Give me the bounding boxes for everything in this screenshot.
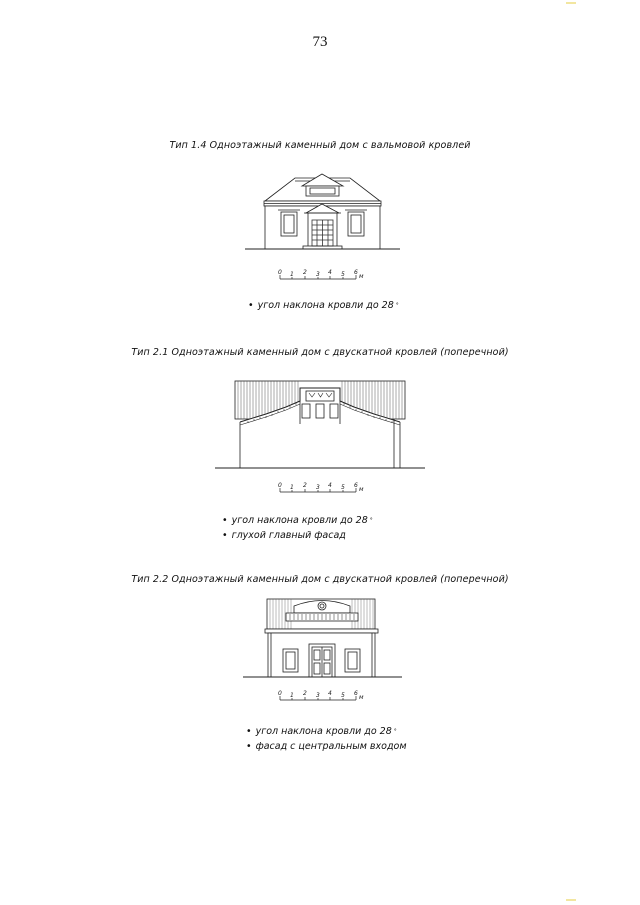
note-item: • фасад с центральным входом <box>246 741 407 752</box>
note-item: • угол наклона кровли до 28 ° <box>246 726 397 737</box>
section-1-caption: Тип 1.4 Одноэтажный каменный дом с вальмовой кровлей <box>169 140 471 151</box>
scale-tick: 2 <box>303 690 307 697</box>
scale-bar-1 <box>276 268 366 282</box>
scale-tick: 6 <box>354 690 358 697</box>
scale-bar-2 <box>276 481 366 495</box>
corner-mark-bottom <box>566 899 576 901</box>
scale-tick: 6 <box>354 482 358 489</box>
section-1-notes <box>248 298 399 313</box>
house-type-1-4-facade <box>240 168 405 255</box>
scale-tick: 2 <box>303 269 307 276</box>
note-item: • глухой главный фасад <box>222 530 346 541</box>
house-type-2-1-facade <box>212 378 428 472</box>
scale-tick: 3 <box>316 271 320 278</box>
note-text: угол наклона кровли до 28 <box>231 515 368 526</box>
note-text: угол наклона кровли до 28 <box>255 726 392 737</box>
degree-sup: ° <box>395 302 399 309</box>
scale-unit: м <box>359 694 364 701</box>
section-3-caption: Тип 2.2 Одноэтажный каменный дом с двускатной кровлей (поперечной) <box>131 574 509 585</box>
scale-tick: 5 <box>341 271 345 278</box>
corner-mark-top <box>566 2 576 4</box>
scale-tick: 4 <box>328 269 332 276</box>
house-type-2-2-facade <box>240 596 405 682</box>
scale-tick: 6 <box>354 269 358 276</box>
scale-tick: 1 <box>290 692 294 699</box>
scale-tick: 0 <box>278 269 282 276</box>
scale-bar-3 <box>276 689 366 703</box>
scale-tick: 0 <box>278 690 282 697</box>
scale-tick: 4 <box>328 690 332 697</box>
scale-tick: 2 <box>303 482 307 489</box>
note-item: • угол наклона кровли до 28 ° <box>248 300 399 311</box>
scale-tick: 1 <box>290 271 294 278</box>
scale-tick: 1 <box>290 484 294 491</box>
door-grid <box>312 220 333 246</box>
degree-sup: ° <box>393 728 397 735</box>
note-text: глухой главный фасад <box>231 530 346 541</box>
page-number: 73 <box>312 34 328 50</box>
scale-tick: 5 <box>341 484 345 491</box>
note-text: угол наклона кровли до 28 <box>257 300 394 311</box>
scale-unit: м <box>359 486 364 493</box>
note-item: • угол наклона кровли до 28 ° <box>222 515 373 526</box>
scale-tick: 4 <box>328 482 332 489</box>
section-2-caption: Тип 2.1 Одноэтажный каменный дом с двускатной кровлей (поперечной) <box>131 347 509 358</box>
scale-unit: м <box>359 273 364 280</box>
note-text: фасад с центральным входом <box>255 741 407 752</box>
section-3-notes <box>246 724 409 754</box>
degree-sup: ° <box>369 517 373 524</box>
scale-tick: 0 <box>278 482 282 489</box>
scale-tick: 3 <box>316 484 320 491</box>
scale-tick: 5 <box>341 692 345 699</box>
section-2-notes <box>222 513 373 543</box>
scale-tick: 3 <box>316 692 320 699</box>
